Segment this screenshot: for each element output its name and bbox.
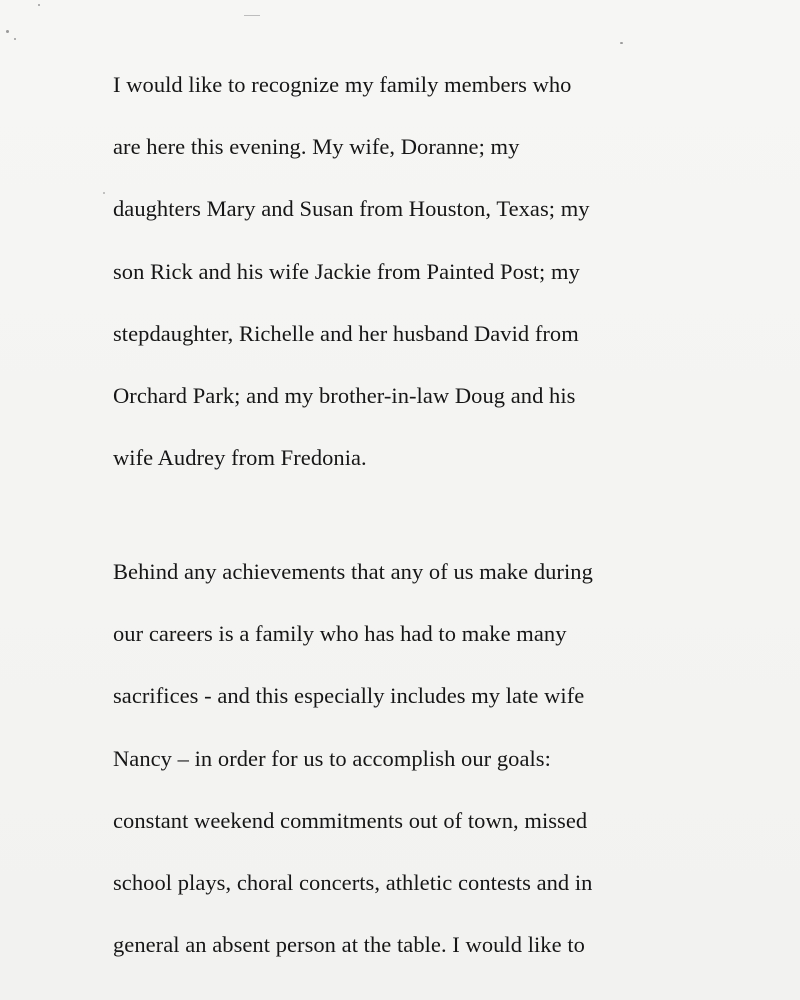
text-line: daughters Mary and Susan from Houston, Texas; my — [113, 196, 590, 222]
scan-speck — [103, 192, 105, 194]
text-line: wife Audrey from Fredonia. — [113, 445, 367, 471]
text-line: Nancy – in order for us to accomplish our goals: — [113, 745, 551, 771]
text-line: are here this evening. My wife, Doranne; my — [113, 134, 520, 160]
scan-speck — [6, 30, 9, 33]
text-line: our careers is a family who has had to make many — [113, 621, 567, 647]
text-line: son Rick and his wife Jackie from Painted Post; my — [113, 258, 580, 284]
text-line: general an absent person at the table. I would like to — [113, 932, 585, 958]
paragraph-family-members — [113, 70, 713, 505]
text-line: sacrifices - and this especially includes my late wife — [113, 683, 585, 709]
paragraph-family-sacrifices — [113, 557, 713, 992]
scan-mark — [244, 15, 260, 16]
text-line: school plays, choral concerts, athletic contests and in — [113, 869, 593, 895]
text-line: Orchard Park; and my brother-in-law Doug and his — [113, 382, 576, 408]
scan-speck — [14, 38, 16, 40]
text-line: I would like to recognize my family members who — [113, 72, 572, 97]
text-line: Behind any achievements that any of us make during — [113, 559, 593, 584]
scan-speck — [620, 42, 623, 44]
scan-speck — [38, 4, 40, 6]
text-line: stepdaughter, Richelle and her husband David from — [113, 320, 579, 346]
text-line: constant weekend commitments out of town, missed — [113, 807, 588, 833]
